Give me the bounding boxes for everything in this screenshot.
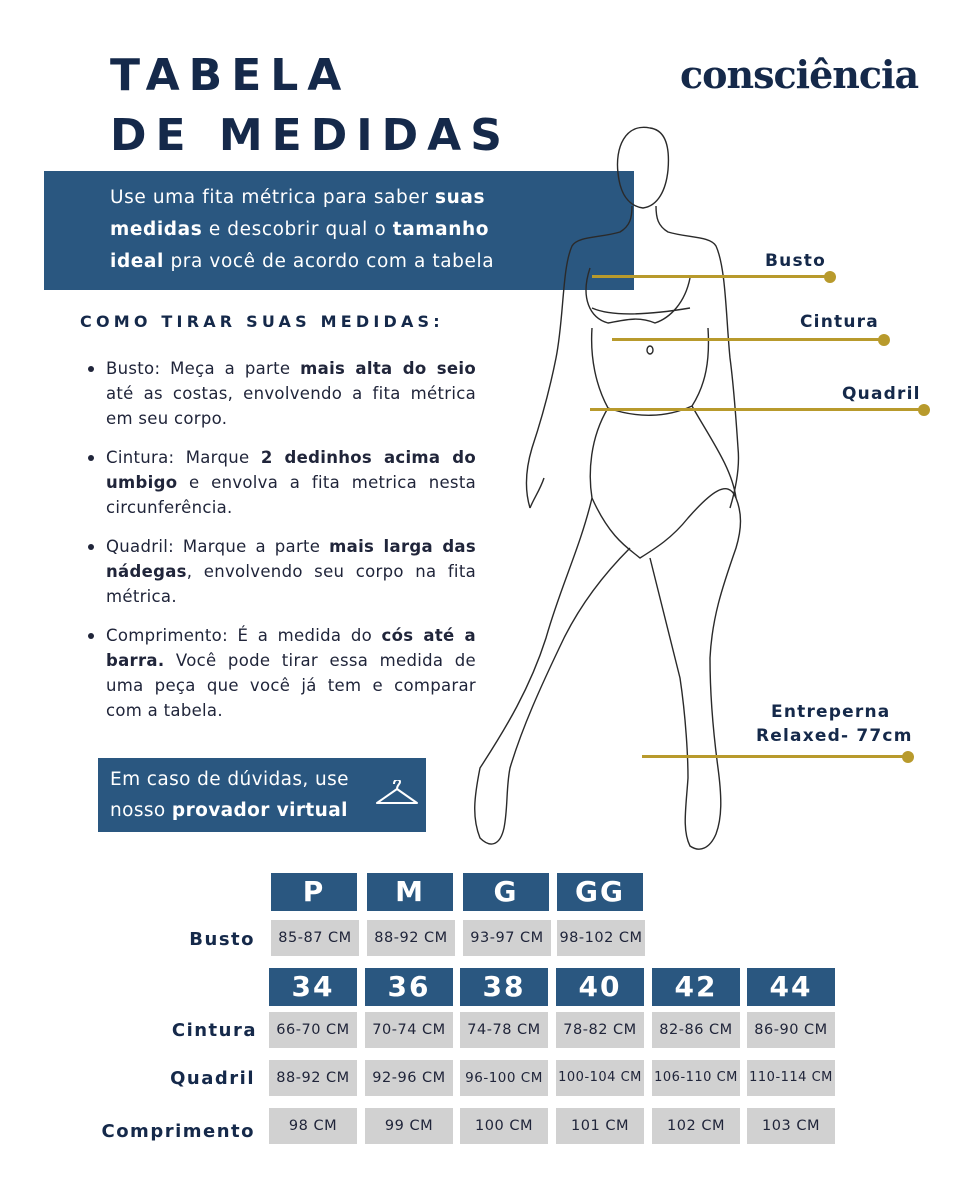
cintura-label: Cintura (800, 312, 879, 332)
entreperna-marker (902, 751, 914, 763)
cintura-marker (878, 334, 890, 346)
quadril-line (590, 408, 924, 411)
table-cell: 66-70 CM (269, 1012, 357, 1048)
size-42-header: 42 (652, 968, 740, 1006)
table-cell: 88-92 CM (367, 920, 455, 956)
cta-text: Em caso de dúvidas, use nosso provador virtual (110, 769, 349, 821)
table-cell: 85-87 CM (271, 920, 359, 956)
entreperna-value: Relaxed- 77cm (756, 726, 913, 746)
intro-text: Use uma fita métrica para saber suas medidas e descobrir qual o tamanho ideal pra você de acordo com a tabela (110, 187, 495, 272)
table-cell: 86-90 CM (747, 1012, 835, 1048)
list-item: Busto: Meça a parte mais alta do seio até as costas, envolvendo a fita métrica em seu corpo. (86, 356, 476, 431)
size-36-header: 36 (365, 968, 453, 1006)
body-figure-illustration (460, 118, 760, 858)
size-m-header: M (367, 873, 453, 911)
table-cell: 92-96 CM (365, 1060, 453, 1096)
table-cell: 100 CM (460, 1108, 548, 1144)
table-cell: 70-74 CM (365, 1012, 453, 1048)
table-cell: 88-92 CM (269, 1060, 357, 1096)
table-cell: 99 CM (365, 1108, 453, 1144)
table-cell: 78-82 CM (556, 1012, 644, 1048)
table-cell: 101 CM (556, 1108, 644, 1144)
busto-row-label: Busto (189, 929, 255, 950)
size-44-header: 44 (747, 968, 835, 1006)
size-40-header: 40 (556, 968, 644, 1006)
size-gg-header: GG (557, 873, 643, 911)
quadril-marker (918, 404, 930, 416)
table-cell: 100-104 CM (556, 1060, 644, 1096)
table-cell: 102 CM (652, 1108, 740, 1144)
busto-line (592, 275, 830, 278)
table-cell: 110-114 CM (747, 1060, 835, 1096)
cintura-row-label: Cintura (171, 1020, 257, 1041)
busto-marker (824, 271, 836, 283)
brand-logo[interactable]: consciência (680, 52, 919, 97)
size-38-header: 38 (460, 968, 548, 1006)
table-cell: 74-78 CM (460, 1012, 548, 1048)
virtual-fitting-button[interactable] (98, 758, 426, 832)
page-title-line2: DE MEDIDAS (110, 110, 511, 161)
busto-label: Busto (765, 251, 826, 271)
size-34-header: 34 (269, 968, 357, 1006)
comprimento-row-label: Comprimento (101, 1121, 255, 1142)
list-item: Comprimento: É a medida do cós até a barra. Você pode tirar essa medida de uma peça que você já tem e comparar com a tabela. (86, 623, 476, 723)
entreperna-label: Entreperna (771, 702, 891, 722)
quadril-label: Quadril (842, 384, 921, 404)
list-item: Quadril: Marque a parte mais larga das nádegas, envolvendo seu corpo na fita métrica. (86, 534, 476, 609)
table-cell: 93-97 CM (463, 920, 551, 956)
table-cell: 103 CM (747, 1108, 835, 1144)
page-title-line1: TABELA (110, 50, 351, 101)
table-cell: 98 CM (269, 1108, 357, 1144)
quadril-row-label: Quadril (170, 1068, 255, 1089)
size-p-header: P (271, 873, 357, 911)
entreperna-line (642, 755, 908, 758)
table-cell: 82-86 CM (652, 1012, 740, 1048)
size-g-header: G (463, 873, 549, 911)
list-item: Cintura: Marque 2 dedinhos acima do umbigo e envolva a fita metrica nesta circunferência. (86, 445, 476, 520)
table-cell: 106-110 CM (652, 1060, 740, 1096)
table-cell: 98-102 CM (557, 920, 645, 956)
table-cell: 96-100 CM (460, 1060, 548, 1096)
hanger-icon (374, 780, 420, 816)
cintura-line (612, 338, 884, 341)
how-to-list (86, 356, 476, 737)
how-to-heading: COMO TIRAR SUAS MEDIDAS: (80, 312, 444, 331)
